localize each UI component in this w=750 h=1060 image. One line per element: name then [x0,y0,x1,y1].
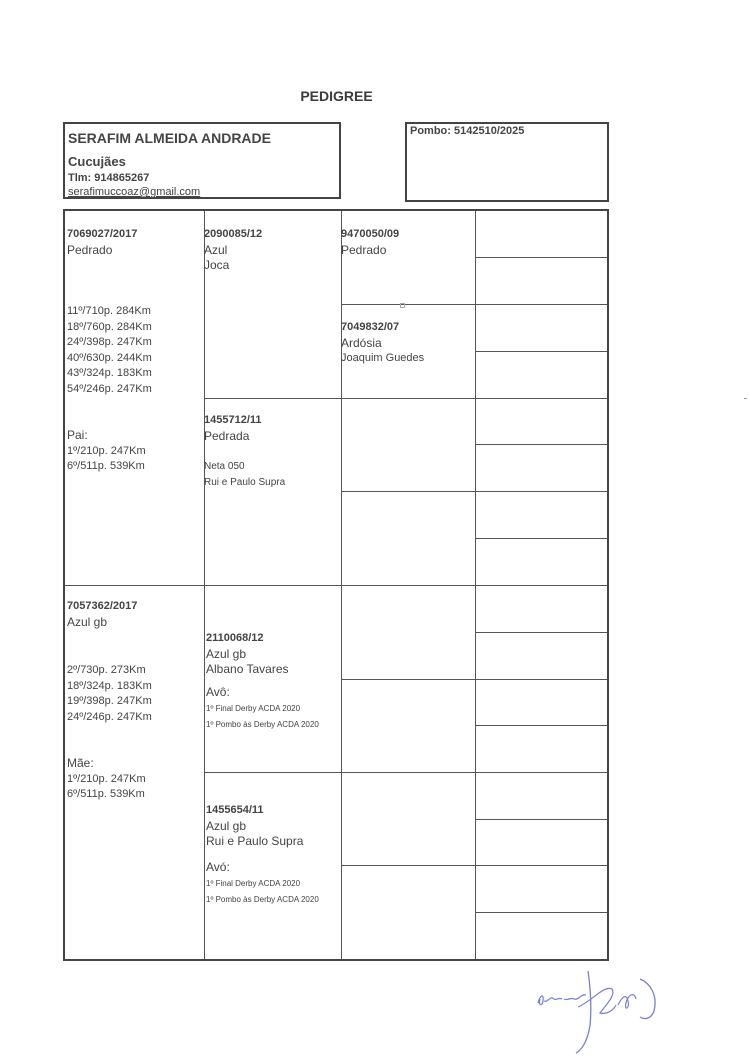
sire-dam-ring: 1455712/11 [204,414,262,426]
grid-divider [475,351,607,352]
dam-sire-color: Azul gb [206,646,247,661]
grid-divider [65,585,607,586]
page-title: PEDIGREE [300,88,373,104]
result-line: 24º/398p. 247Km [67,336,152,348]
grid-divider [341,865,607,866]
scan-mark [744,398,747,399]
sire-color: Pedrado [67,242,113,257]
signature [530,965,670,1055]
result-line: 43º/324p. 183Km [67,367,152,379]
grid-divider [475,819,607,820]
parent-label: Mãe: [67,756,94,770]
dam-dam-owner: Rui e Paulo Supra [206,834,304,848]
gg-sire-sire-color: Pedrado [341,242,387,257]
owner-city: Cucujães [68,154,126,169]
owner-box [63,122,341,199]
sire-sire-ring: 2090085/12 [204,228,263,240]
achievement: 1º Pombo às Derby ACDA 2020 [206,895,319,904]
sire-dam-owner: Rui e Paulo Supra [204,477,286,488]
result-line: 24º/246p. 247Km [67,710,152,723]
result-line: 6º/511p. 539Km [67,788,145,800]
result-line: 6º/511p. 539Km [67,460,145,472]
sire-ring: 7069027/2017 [67,228,138,240]
owner-email-link[interactable]: serafimuccoaz@gmail.com [68,186,201,198]
grid-divider [475,257,607,258]
grid-divider [475,632,607,633]
sire-dam-color: Pedrada [204,428,250,443]
sire-cell [67,227,199,258]
result-line: 2º/730p. 273Km [67,664,146,676]
dam-sire-ring: 2110068/12 [206,632,264,644]
dam-sire-cell [206,631,338,732]
result-line: 1º/210p. 247Km [67,444,146,457]
dam-dam-color: Azul gb [206,818,247,833]
gg-sire-sire-cell [341,227,473,258]
sire-sire-owner: Joca [204,258,230,272]
dam-dam-ring: 1455654/11 [206,804,264,816]
dam-dam-cell [206,803,338,907]
result-line: 40º/630p. 244Km [67,351,152,364]
result-line: 1º/210p. 247Km [67,772,146,785]
grid-divider [341,491,607,492]
parent-label: Pai: [67,428,88,442]
gg-sire-dam-cell [341,320,473,367]
dam-ring: 7057362/2017 [67,600,138,612]
grid-divider [475,444,607,445]
gg-sire-dam-color: Ardósia [341,335,382,350]
dam-results [67,663,199,725]
achievement: 1º Final Derby ACDA 2020 [206,879,301,888]
pombo-ring: Pombo: 5142510/2025 [410,125,525,137]
result-line: 54º/246p. 247Km [67,382,152,395]
dam-dam-label: Avó: [206,859,230,874]
pombo-box [405,122,609,202]
sire-sire-cell [204,227,336,274]
sire-results [67,304,199,397]
result-line: 11º/710p. 284Km [67,305,151,317]
owner-phone: Tlm: 914865267 [68,172,150,184]
sire-sire-color: Azul [204,242,228,257]
gg-sire-sire-ring: 9470050/09 [341,228,400,240]
dam-sire-label: Avô: [206,684,230,699]
achievement: 1º Pombo às Derby ACDA 2020 [206,720,319,729]
dam-color: Azul gb [67,614,108,629]
grid-divider [475,912,607,913]
grid-divider [475,725,607,726]
scan-speck [400,303,405,308]
grid-divider [475,538,607,539]
dam-parent [67,756,199,803]
grid-divider [204,398,607,399]
grid-divider [204,772,607,773]
gg-sire-dam-ring: 7049832/07 [341,321,400,333]
dam-cell [67,599,199,630]
sire-dam-note: Neta 050 [204,461,245,472]
owner-name: SERAFIM ALMEIDA ANDRADE [68,130,271,146]
sire-dam-cell [204,413,336,491]
result-line: 19º/398p. 247Km [67,695,152,707]
result-line: 18º/760p. 284Km [67,320,152,333]
gg-sire-dam-owner: Joaquim Guedes [341,352,425,364]
grid-divider [341,304,607,305]
achievement: 1º Final Derby ACDA 2020 [206,704,301,713]
dam-sire-owner: Albano Tavares [206,662,289,676]
sire-parent [67,428,199,475]
grid-divider [341,679,607,680]
result-line: 18º/324p. 183Km [67,679,152,692]
